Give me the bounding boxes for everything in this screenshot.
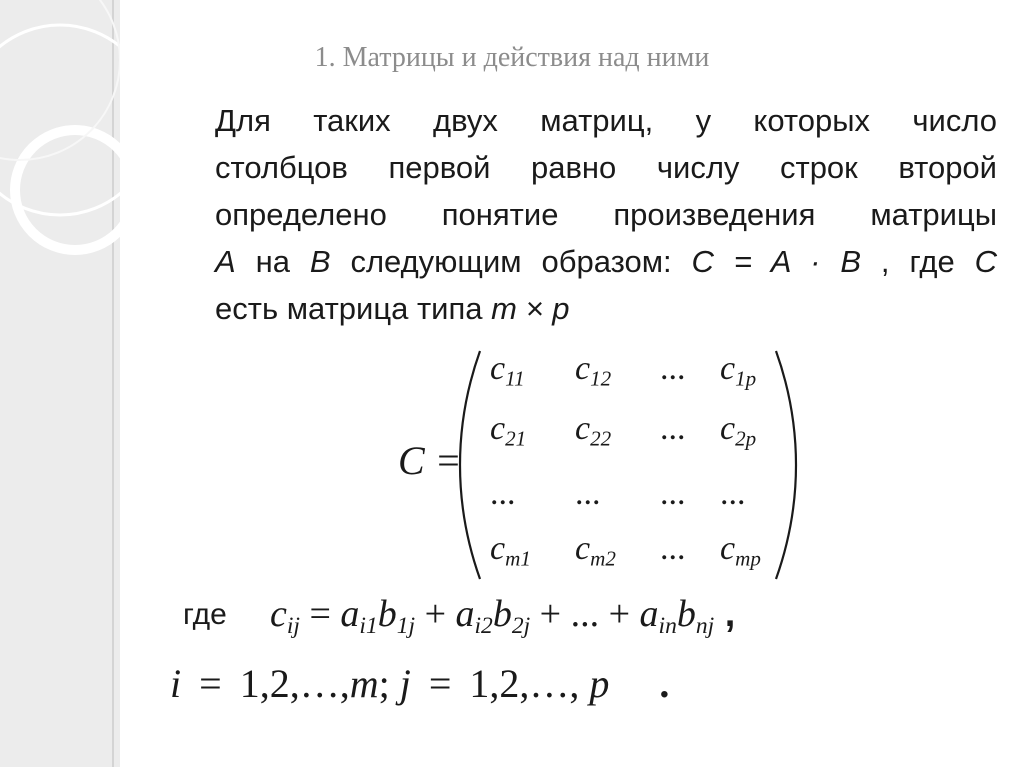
paragraph-line-2: столбцов первой равно числу строк второй [215, 150, 997, 185]
formula-comma: , [714, 593, 736, 635]
formula-b1: b [377, 593, 397, 635]
formula-eq: = [299, 593, 341, 635]
range-i-values: 1,2,…, [239, 661, 350, 706]
matrix-cell-base: ... [660, 530, 686, 567]
matrix-cell-sub: m1 [505, 546, 531, 571]
paragraph-line-4 [215, 238, 997, 285]
formula-plus-2: + ... + [530, 593, 640, 635]
range-period: . [659, 661, 670, 706]
matrix-cell-base: ... [490, 475, 516, 512]
formula-a2: a [455, 593, 475, 635]
matrix-cell-r1-c3 [660, 350, 686, 388]
where-label: где [183, 598, 227, 631]
matrix-lhs: C = [398, 438, 462, 483]
matrix-cell-r3-c1 [490, 475, 516, 513]
formula-an-sub: in [658, 613, 677, 640]
formula-an: a [639, 593, 659, 635]
text-matrix-type: есть матрица типа [215, 291, 492, 326]
slide-title: 1. Матрицы и действия над ними [314, 42, 710, 73]
matrix-cell-base: c [575, 530, 591, 567]
matrix-cell-base: ... [660, 475, 686, 512]
range-i-eq: = [189, 661, 232, 706]
matrix-cell-r2-c2 [575, 410, 612, 451]
formula-b2: b [492, 593, 512, 635]
formula-a1-sub: i1 [359, 613, 378, 640]
range-i: i [170, 661, 182, 706]
text-where: , где [861, 244, 975, 279]
range-j: j [399, 661, 411, 706]
formula-b2-sub: 2j [511, 613, 531, 640]
matrix-cell-r3-c3 [660, 475, 686, 513]
var-c: C [974, 244, 997, 279]
range-p: p [589, 661, 610, 706]
matrix-cell-base: c [575, 350, 591, 387]
range-m: m [349, 661, 379, 706]
matrix-cell-base: c [720, 350, 736, 387]
formula-a1: a [340, 593, 360, 635]
text-following: следующим образом: [330, 244, 692, 279]
formula-a2-sub: i2 [474, 613, 493, 640]
formula-bn-sub: nj [695, 613, 715, 640]
matrix-cell-r4-c3 [660, 530, 686, 568]
type-expression: m × p [491, 291, 570, 326]
matrix-cell-base: ... [575, 475, 601, 512]
matrix-cell-base: c [720, 530, 736, 567]
matrix-cell-base: c [720, 410, 736, 447]
paragraph-line-1: Для таких двух матриц, у которых число [215, 103, 997, 138]
matrix-cell-base: ... [720, 475, 746, 512]
matrix-cell-base: c [490, 530, 506, 567]
matrix-cell-sub: 12 [590, 366, 612, 391]
matrix-cell-r1-c2 [575, 350, 612, 391]
matrix-cell-sub: 11 [505, 366, 525, 391]
range-j-eq: = [418, 661, 462, 706]
matrix-right-paren [770, 347, 800, 583]
matrix-cell-sub: 22 [590, 426, 612, 451]
definition-paragraph [215, 97, 997, 332]
matrix-cell-base: ... [660, 410, 686, 447]
formula-bn: b [676, 593, 696, 635]
matrix-cell-r2-c4 [720, 410, 757, 451]
range-j-values: 1,2,…, [469, 661, 590, 706]
var-a: A [215, 244, 236, 279]
formula-c-sub: ij [286, 613, 300, 640]
decorative-circles [0, 0, 120, 767]
matrix-cell-r1-c4 [720, 350, 757, 391]
matrix-left-paren [456, 347, 486, 583]
matrix-cell-r3-c4 [720, 475, 746, 513]
index-ranges [170, 660, 669, 707]
range-sep: ; [378, 661, 400, 706]
matrix-cell-sub: 21 [505, 426, 527, 451]
formula-b1-sub: 1j [396, 613, 416, 640]
matrix-cell-r2-c3 [660, 410, 686, 448]
matrix-cell-sub: m2 [590, 546, 616, 571]
paragraph-line-3: определено понятие произведения матрицы [215, 197, 997, 232]
matrix-cell-base: c [575, 410, 591, 447]
matrix-cell-r2-c1 [490, 410, 527, 451]
element-formula [270, 592, 736, 640]
product-expression: C = A · B [691, 244, 862, 279]
var-b: B [309, 244, 331, 279]
text-na: на [235, 244, 310, 279]
matrix-cell-base: c [490, 350, 506, 387]
paragraph-line-5 [215, 285, 997, 332]
matrix-cell-base: c [490, 410, 506, 447]
matrix-cell-r4-c2 [575, 530, 616, 571]
matrix-cell-r3-c2 [575, 475, 601, 513]
formula-c: c [270, 593, 287, 635]
matrix-cell-r4-c4 [720, 530, 761, 571]
matrix-cell-sub: mp [735, 546, 761, 571]
matrix-cell-sub: 1p [735, 366, 757, 391]
matrix-cell-r4-c1 [490, 530, 531, 571]
matrix-cell-r1-c1 [490, 350, 525, 391]
formula-plus-1: + [415, 593, 456, 635]
matrix-cell-sub: 2p [735, 426, 757, 451]
matrix-cell-base: ... [660, 350, 686, 387]
